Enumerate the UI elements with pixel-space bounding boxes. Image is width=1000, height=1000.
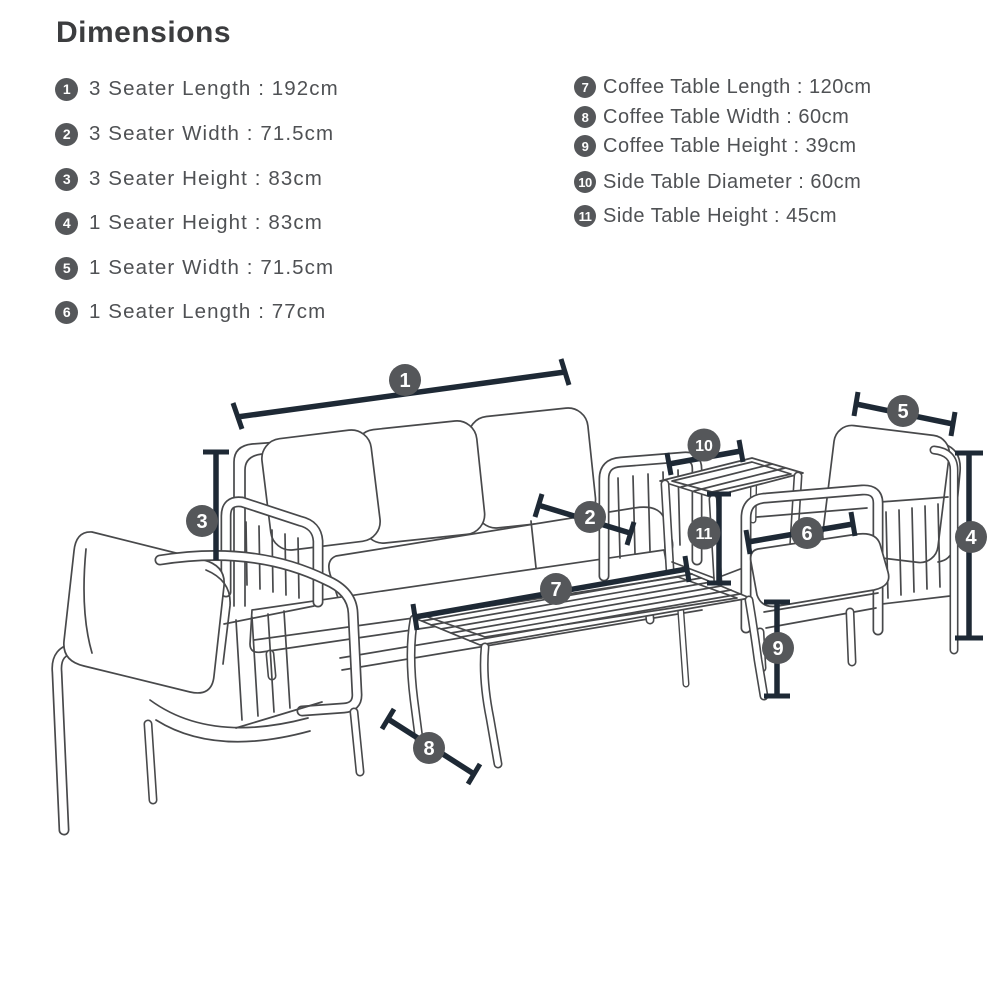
dimension-badge-6 [791, 517, 823, 549]
svg-text:9: 9 [772, 638, 784, 660]
left-armchair-drawing [57, 532, 360, 830]
spec-number-badge: 3 [55, 168, 78, 191]
dimension-badge-11 [688, 517, 721, 550]
svg-text:6: 6 [801, 523, 813, 545]
spec-label: 3 Seater Width : 71.5cm [89, 122, 335, 145]
svg-text:3: 3 [196, 511, 208, 533]
spec-number-badge: 10 [574, 171, 596, 193]
dimension-badge-8 [413, 732, 445, 764]
dimension-badge-3 [186, 505, 218, 537]
svg-text:2: 2 [584, 507, 596, 529]
spec-number-badge: 1 [55, 78, 78, 101]
spec-number-badge: 8 [574, 106, 596, 128]
dimension-badge-7 [540, 573, 572, 605]
svg-text:4: 4 [965, 527, 977, 549]
spec-label: Side Table Diameter : 60cm [603, 170, 862, 193]
spec-number-badge: 5 [55, 257, 78, 280]
svg-text:11: 11 [695, 526, 713, 543]
spec-number-badge: 9 [574, 135, 596, 157]
dimension-badge-1 [389, 364, 421, 396]
spec-label: Coffee Table Width : 60cm [603, 105, 850, 128]
svg-text:7: 7 [550, 579, 562, 601]
spec-number-badge: 7 [574, 76, 596, 98]
svg-text:8: 8 [423, 738, 435, 760]
spec-number-badge: 4 [55, 212, 78, 235]
spec-number-badge: 11 [574, 205, 596, 227]
spec-label: 3 Seater Length : 192cm [89, 77, 339, 100]
spec-label: 1 Seater Length : 77cm [89, 300, 327, 323]
page-title: Dimensions [56, 16, 232, 49]
dimension-badge-5 [887, 395, 919, 427]
dimension-badge-2 [574, 501, 606, 533]
dimension-badge-9 [762, 632, 794, 664]
spec-number-badge: 6 [55, 301, 78, 324]
dimension-badge-10 [688, 429, 721, 462]
spec-number-badge: 2 [55, 123, 78, 146]
dimension-badge-4 [955, 521, 987, 553]
spec-label: 1 Seater Width : 71.5cm [89, 256, 335, 279]
spec-label: 1 Seater Height : 83cm [89, 211, 323, 234]
spec-label: 3 Seater Height : 83cm [89, 167, 323, 190]
svg-text:10: 10 [695, 438, 713, 455]
spec-label: Coffee Table Length : 120cm [603, 75, 872, 98]
svg-text:5: 5 [897, 401, 909, 423]
spec-label: Side Table Height : 45cm [603, 204, 837, 227]
spec-label: Coffee Table Height : 39cm [603, 134, 857, 157]
svg-text:1: 1 [399, 370, 411, 392]
